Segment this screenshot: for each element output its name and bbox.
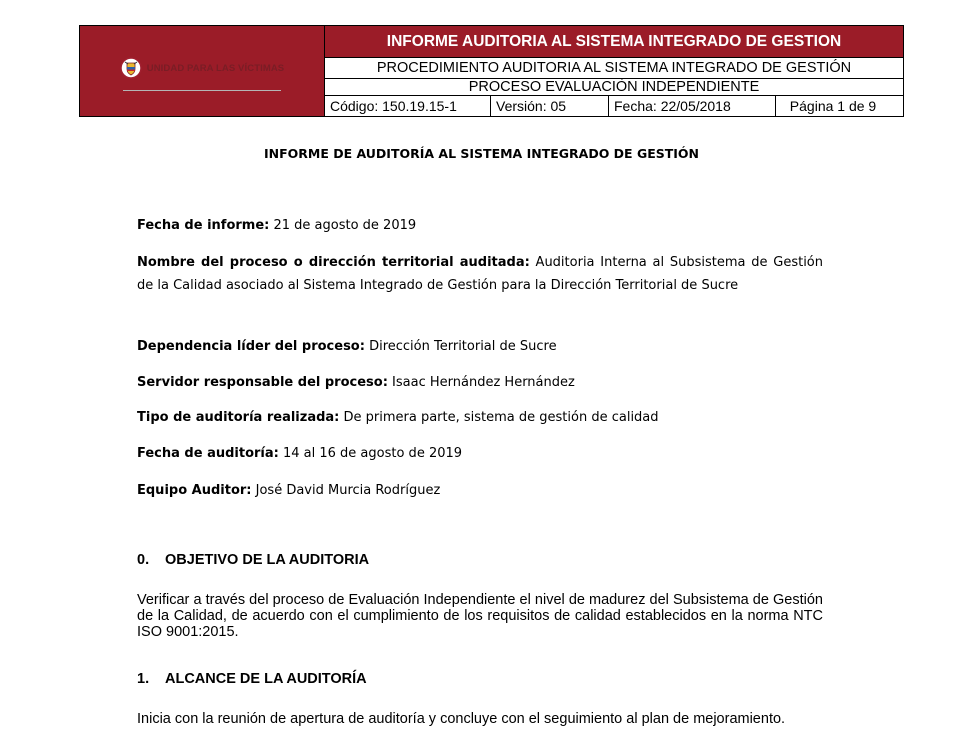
field-label: Dependencia líder del proceso: xyxy=(137,339,365,354)
coat-of-arms-icon xyxy=(120,57,142,79)
field-value: Auditoria Interna al Subsistema de Gestión de la Calidad asociado al Sistema Integrado de Gestión para la Dirección Territorial de Sucre xyxy=(137,255,823,293)
section-number: 1. xyxy=(137,671,150,687)
section-title: ALCANCE DE LA AUDITORÍA xyxy=(165,671,367,687)
header-process: PROCESO EVALUACIÒN INDEPENDIENTE xyxy=(325,79,904,96)
field-label: Tipo de auditoría realizada: xyxy=(137,410,340,425)
document-header xyxy=(79,25,904,117)
section-heading-objetivo xyxy=(137,552,369,568)
field-label: Nombre del proceso o dirección territorial auditada: xyxy=(137,255,530,270)
field-tipo-auditoria xyxy=(137,406,823,429)
section-text-objetivo: Verificar a través del proceso de Evaluación Independiente el nivel de madurez del Subsistema de Gestión de la Calidad, de acuerdo con el cumplimiento de los requisitos de calidad establecidos en la norma NTC ISO 9001:2015. xyxy=(137,592,823,640)
logo xyxy=(120,57,285,79)
field-fecha-auditoria xyxy=(137,442,823,465)
header-meta xyxy=(325,96,903,116)
field-value: De primera parte, sistema de gestión de calidad xyxy=(339,410,659,425)
header-fecha: Fecha: 22/05/2018 xyxy=(609,96,776,116)
field-value: Isaac Hernández Hernández xyxy=(387,375,575,390)
logo-divider xyxy=(123,90,281,91)
field-value: 14 al 16 de agosto de 2019 xyxy=(278,446,463,461)
section-number: 0. xyxy=(137,552,150,568)
field-value: José David Murcia Rodríguez xyxy=(251,483,441,498)
section-title: OBJETIVO DE LA AUDITORIA xyxy=(165,552,370,568)
field-fecha-informe xyxy=(137,214,823,237)
field-dependencia xyxy=(137,335,823,358)
field-label: Fecha de informe: xyxy=(137,218,270,233)
document-title: INFORME DE AUDITORÍA AL SISTEMA INTEGRADO DE GESTIÓN xyxy=(263,146,700,161)
header-version: Versión: 05 xyxy=(491,96,609,116)
section-text-alcance: Inicia con la reunión de apertura de auditoría y concluye con el seguimiento al plan de mejoramiento. xyxy=(137,711,786,727)
field-equipo-auditor xyxy=(137,479,823,502)
header-pagina: Página 1 de 9 xyxy=(789,98,877,114)
field-label: Fecha de auditoría: xyxy=(137,446,279,461)
header-codigo: Código: 150.19.15-1 xyxy=(325,96,491,116)
header-title: INFORME AUDITORIA AL SISTEMA INTEGRADO DE GESTION xyxy=(325,26,904,58)
field-servidor xyxy=(137,371,823,394)
field-value: 21 de agosto de 2019 xyxy=(269,218,417,233)
logo-cell xyxy=(80,26,325,117)
field-label: Servidor responsable del proceso: xyxy=(137,375,388,390)
section-heading-alcance xyxy=(137,671,367,687)
field-label: Equipo Auditor: xyxy=(137,483,252,498)
header-procedure: PROCEDIMIENTO AUDITORIA AL SISTEMA INTEGRADO DE GESTIÓN xyxy=(325,58,904,79)
field-value: Dirección Territorial de Sucre xyxy=(364,339,557,354)
field-nombre-proceso xyxy=(137,251,823,297)
logo-text: UNIDAD PARA LAS VÍCTIMAS xyxy=(146,62,285,74)
